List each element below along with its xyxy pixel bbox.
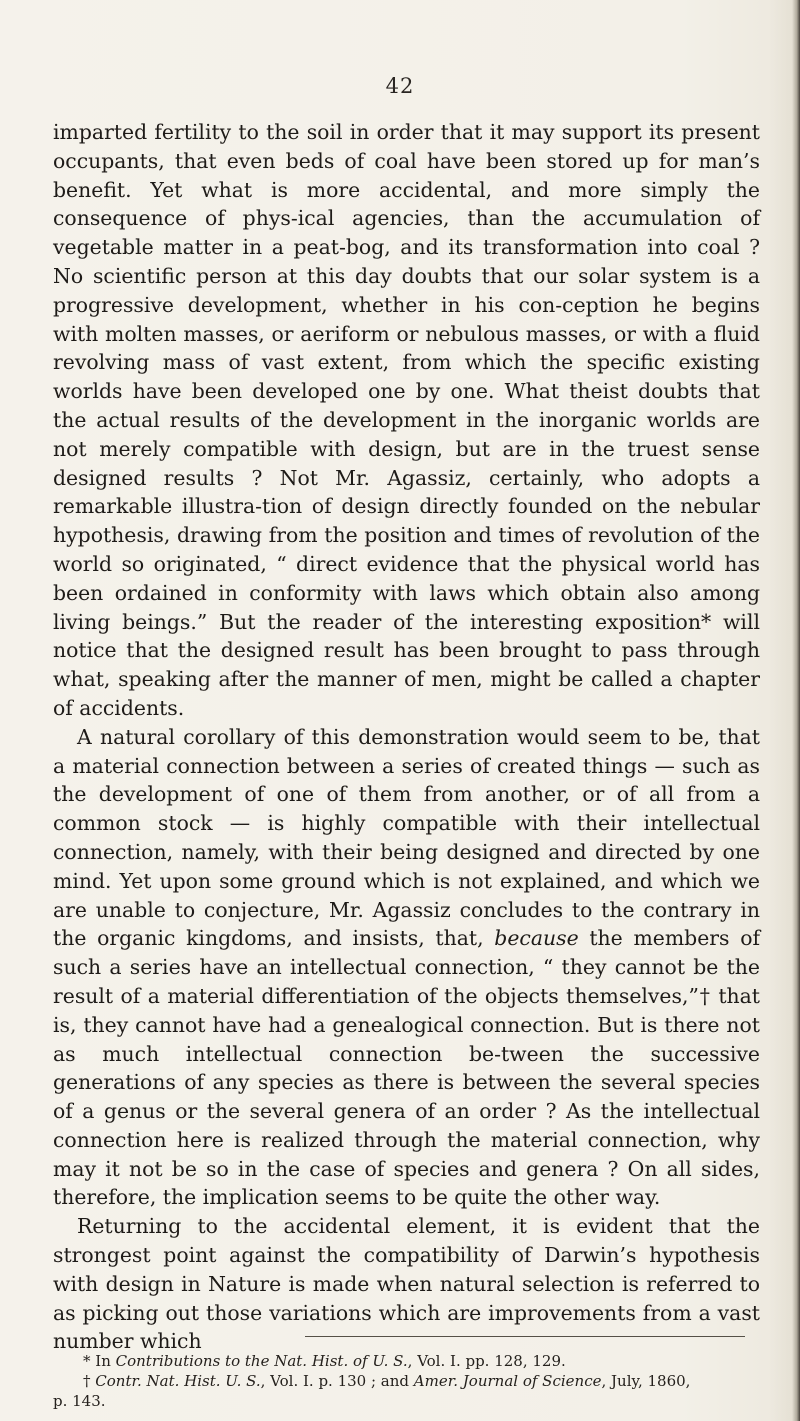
footnote-1-title: Contributions to the Nat. Hist. of U. S. <box>115 1352 408 1370</box>
body-text <box>53 118 760 1356</box>
footnote-1-rest: , Vol. I. pp. 128, 129. <box>407 1352 566 1370</box>
page-number: 42 <box>385 74 415 98</box>
footnote-2-mid: , Vol. I. p. 130 ; and <box>260 1372 410 1390</box>
footnote-2-page: p. 143. <box>53 1392 106 1410</box>
paragraph-2 <box>53 723 760 1213</box>
paragraph-2-text: A natural corollary of this demonstration would seem to be, that a material connection between a series of created things — such as the development of one of them from another, or of all from a common stock — is highly compatible with their intellectual connection, namely, with their being designed and directed by one mind. Yet upon some ground which is not explained, and which we are unable to conjecture, Mr. Agassiz concludes to the contrary in the organic kingdoms, and insists, that, <box>53 724 760 951</box>
paragraph-2-italic: because <box>494 926 579 951</box>
page-edge-shadow <box>792 0 800 1421</box>
footnote-1-mark: * In <box>83 1352 111 1370</box>
footnote-2-journal: Amer. Journal of Science <box>413 1372 602 1390</box>
footnote-2-title: Contr. Nat. Hist. U. S. <box>95 1372 261 1390</box>
paragraph-1: imparted fertility to the soil in order that it may support its present occupants, that even beds of coal have been stored up for man’s benefit. Yet what is more accidental, and more simply the consequence of phys-ical agencies, than the accumulation of vegetable matter in a peat-bog, and its transformation into coal ? No scientific person at this day doubts that our solar system is a progressive development, whether in his con-ception he begins with molten masses, or aeriform or nebulous masses, or with a fluid revolving mass of vast extent, from which the specific existing worlds have been developed one by one. What theist doubts that the actual results of the development in the inorganic worlds are not merely compatible with design, but are in the truest sense designed results ? Not Mr. Agassiz, certainly, who adopts a remarkable illustra-tion of design directly founded on the nebular hypothesis, drawing from the position and times of revolution of the world so originated, “ direct evidence that the physical world has been ordained in conformity with laws which obtain also among living beings.” But the reader of the interesting exposition* will notice that the designed result has been brought to pass through what, speaking after the manner of men, might be called a chapter of accidents. <box>53 120 760 720</box>
footnotes <box>53 1351 765 1411</box>
footnote-2 <box>53 1371 765 1391</box>
footnote-2-mark: † <box>83 1372 91 1390</box>
footnote-2-rest: , July, 1860, <box>601 1372 691 1390</box>
paragraph-2-rest: the members of such a series have an intellectual connection, “ they cannot be the result of a material differentiation of the objects themselves,”† that is, they cannot have had a genealogical connection. But is there not as much intellectual connection be-tween the successive generations of any species as there is between the several species of a genus or the several genera of an order ? As the intellectual connection here is realized through the material connection, why may it not be so in the case of species and genera ? On all sides, therefore, the implication seems to be quite the other way. <box>53 926 761 1210</box>
footnote-rule <box>305 1336 745 1337</box>
paragraph-3: Returning to the accidental element, it is evident that the strongest point against the compatibility of Darwin’s hypothesis with design in Nature is made when natural selection is referred to as picking out those variations which are improvements from a vast number which <box>53 1214 760 1354</box>
footnote-1 <box>53 1351 765 1371</box>
